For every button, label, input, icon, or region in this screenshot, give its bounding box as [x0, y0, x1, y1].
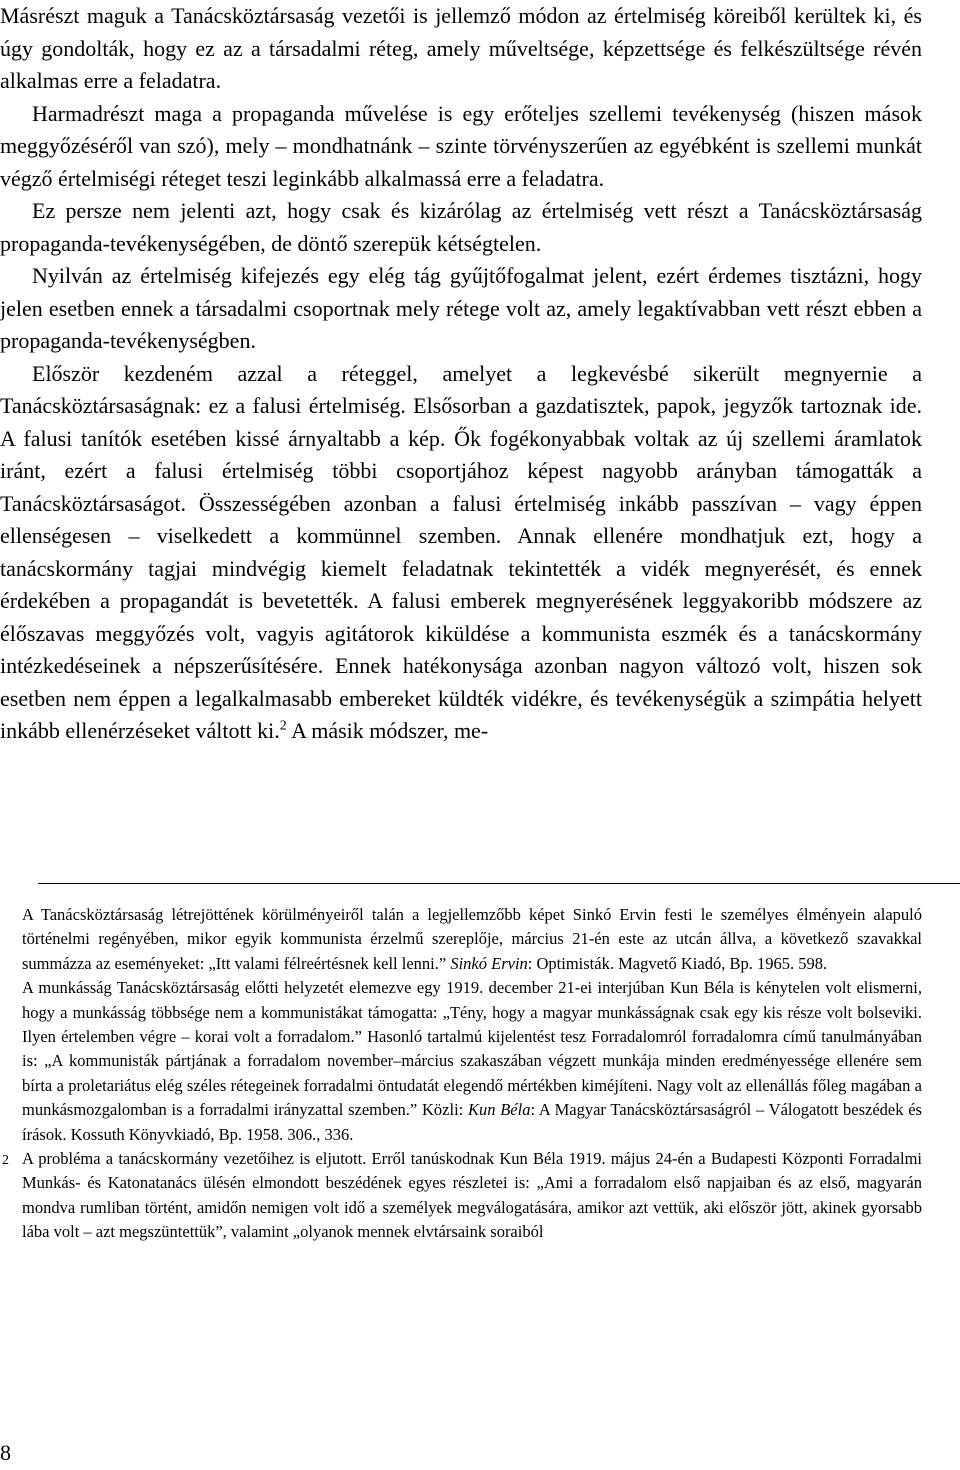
- footnote-2: [2, 1147, 922, 1245]
- footnote-1: [22, 903, 922, 1147]
- footnote-text: A probléma a tanácskormány vezetőihez is eljutott. Erről tanúskodnak Kun Béla 1919. május 24-én a Budapesti Központi Forradalmi Munkás- és Katonatanács ülésén elmondott beszédének egyes részletei is: „Ami a forradalom első napjaiban és az első, magyarán mondva rumliban történt, amidőn nemigen volt idő a személyek megválogatására, amikor azt vettük, aki először jött, akinek gyorsabb lába volt – azt megszüntettük”, valamint „olyanok mennek elvtársaink soraiból: [22, 1149, 922, 1242]
- paragraph: [0, 358, 922, 748]
- footnote-text: A Tanácsköztársaság létrejöttének körülményeiről talán a legjellemzőbb képet Sinkó Ervin festi le személyes élményein alapuló történelmi regényében, mikor egyik kommunista érzelmű szereplője, március 21-én este az utcán állva, a következő szavakkal summázza az eseményeket: „Itt valami félreértésnek kell lenni.” Sinkó Ervin: Optimisták. Magvető Kiadó, Bp. 1965. 598.: [22, 905, 922, 973]
- paragraph: Harmadrészt maga a propaganda művelése is egy erőteljes szellemi tevékenység (hiszen mások meggyőzéséről van szó), mely – mondhatnánk – szinte törvényszerűen az egyébként is szellemi munkát végző értelmiségi réteget teszi leginkább alkalmassá erre a feladatra.: [0, 100, 922, 191]
- footnote-separator: [38, 883, 960, 884]
- paragraph: Nyilván az értelmiség kifejezés egy elég tág gyűjtőfogalmat jelent, ezért érdemes tisztázni, hogy jelen esetben ennek a társadalmi csoportnak mely rétege volt az, amely legaktívabban vett részt ebben a propaganda-tevékenységben.: [0, 263, 922, 353]
- main-text: [0, 0, 922, 748]
- footnote-text: A munkásság Tanácsköztársaság előtti helyzetét elemezve egy 1919. december 21-ei interjúban Kun Béla is kénytelen volt elismerni, hogy a munkásság többsége nem a kommunistákat támogatta: „Tény, hogy a magyar munkásságnak csak egy kis része volt bolseviki. Ilyen értelemben végre – korai volt a forradalom.” Hasonló tartalmú kijelentést tesz Forradalomról forradalomra című tanulmányában is: „A kommunisták pártjának a forradalom november–március szakaszában végzett munkája minden eredményessége ellenére sem bírta a proletariátus elég széles rétegeinek forradalmi öntudatát elegendő mértékben kiméjíteni. Nagy volt az ellenállás főleg magában a munkásmozgalomban is a forradalmi irányzattal szemben.” Közli: Kun Béla: A Magyar Tanácsköztársaságról – Válogatott beszédek és írások. Kossuth Könyvkiadó, Bp. 1958. 306., 336.: [22, 978, 922, 1144]
- page-number: 8: [0, 1440, 11, 1465]
- paragraph: Ez persze nem jelenti azt, hogy csak és kizárólag az értelmiség vett részt a Tanácsköztársaság propaganda-tevékenységében, de döntő szerepük kétségtelen.: [0, 198, 922, 256]
- footnote-reference[interactable]: 2: [279, 718, 287, 734]
- paragraph-text-continued: A másik módszer, me-: [286, 718, 489, 743]
- paragraph: Másrészt maguk a Tanácsköztársaság vezetői is jellemző módon az értelmiség köreiből kerültek ki, és úgy gondolták, hogy ez az a társadalmi réteg, amely műveltsége, képzettsége és felkészültsége révén alkalmas erre a feladatra.: [0, 3, 922, 93]
- footnotes: [2, 903, 922, 1245]
- footnote-number: 2: [2, 1153, 9, 1169]
- paragraph-text: Először kezdeném azzal a réteggel, amelyet a legkevésbé sikerült megnyernie a Tanácsköztársaságnak: ez a falusi értelmiség. Elsősorban a gazdatisztek, papok, jegyzők tartoznak ide. A falusi tanítók esetében kissé árnyaltabb a kép. Ők fogékonyabbak voltak az új szellemi áramlatok iránt, ezért a falusi értelmiség többi csoportjához képest nagyobb arányban támogatták a Tanácsköztársaságot. Összességében azonban a falusi értelmiség inkább passzívan – vagy éppen ellenségesen – viselkedett a kommünnel szemben. Annak ellenére mondhatjuk ezt, hogy a tanácskormány tagjai mindvégig kiemelt feladatnak tekintették a vidék megnyerését, és ennek érdekében a propagandát is bevetették. A falusi emberek megnyerésének leggyakoribb módszere az élőszavas meggyőzés volt, vagyis agitátorok kiküldése a kommunista eszmék és a tanácskormány intézkedéseinek a népszerűsítésére. Ennek hatékonysága azonban nagyon változó volt, hiszen sok esetben nem éppen a legalkalmasabb embereket küldték vidékre, és tevékenységük a szimpátia helyett inkább ellenérzéseket váltott ki.: [0, 360, 922, 743]
